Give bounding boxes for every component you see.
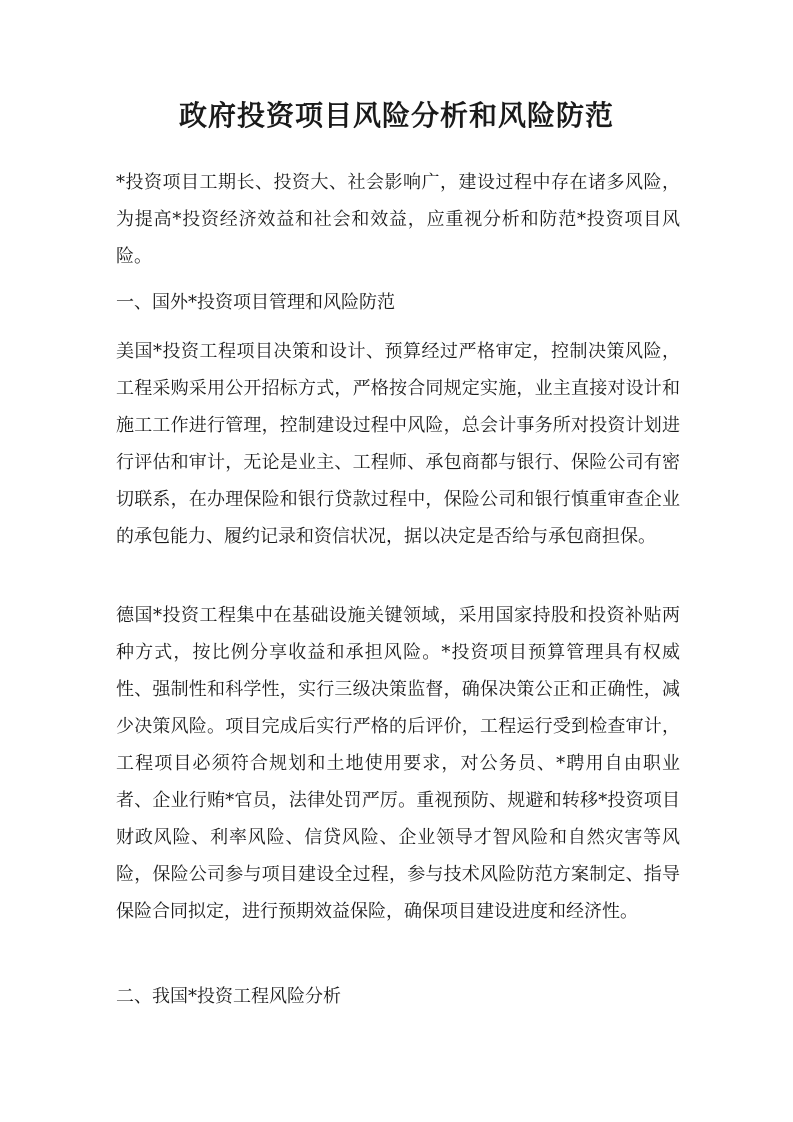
section-2-heading: 二、我国*投资工程风险分析 [116, 986, 341, 1007]
section-1-paragraph-usa: 美国*投资工程项目决策和设计、预算经过严格审定，控制决策风险，工程采购采用公开招标方式，严格按合同规定实施，业主直接对设计和施工工作进行管理，控制建设过程中风险，总会计事务所对投资计划进行评估和审计，无论是业主、工程师、承包商都与银行、保险公司有密切联系，在办理保险和银行贷款过程中，保险公司和银行慎重审查企业的承包能力、履约记录和资信状况，据以决定是否给与承包商担保。 [116, 341, 680, 547]
intro-paragraph: *投资项目工期长、投资大、社会影响广，建设过程中存在诸多风险，为提高*投资经济效益和社会和效益，应重视分析和防范*投资项目风险。 [116, 172, 680, 267]
document-title: 政府投资项目风险分析和风险防范 [178, 99, 614, 132]
section-1-heading: 一、国外*投资项目管理和风险防范 [116, 292, 395, 313]
section-1-paragraph-germany: 德国*投资工程集中在基础设施关键领域，采用国家持股和投资补贴两种方式，按比例分享收益和承担风险。*投资项目预算管理具有权威性、强制性和科学性，实行三级决策监督，确保决策公正和正确性，减少决策风险。项目完成后实行严格的后评价，工程运行受到检查审计，工程项目必须符合规划和土地使用要求，对公务员、*聘用自由职业者、企业行贿*官员，法律处罚严厉。重视预防、规避和转移*投资项目财政风险、利率风险、信贷风险、企业领导才智风险和自然灾害等风险，保险公司参与项目建设全过程，参与技术风险防范方案制定、指导保险合同拟定，进行预期效益保险，确保项目建设进度和经济性。 [116, 605, 680, 922]
